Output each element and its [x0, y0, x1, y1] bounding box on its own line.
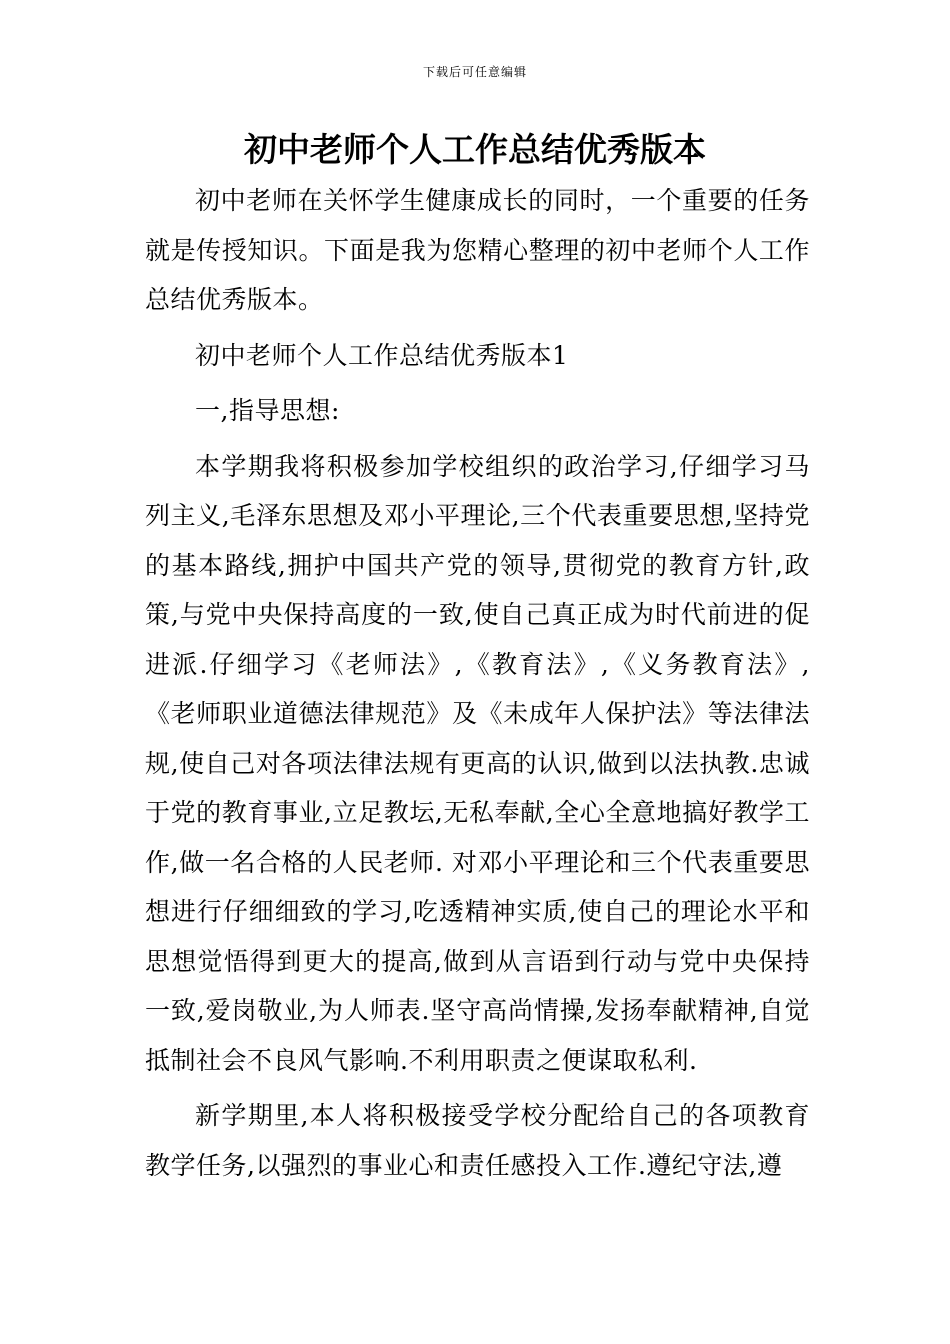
document-body: [145, 176, 810, 1190]
subsection-heading: 一,指导思想:: [195, 396, 340, 425]
section-heading: 初中老师个人工作总结优秀版本1: [195, 340, 569, 370]
document-title: 初中老师个人工作总结优秀版本: [244, 130, 706, 169]
header-note: 下载后可任意编辑: [422, 65, 527, 79]
intro-paragraph: 初中老师在关怀学生健康成长的同时，一个重要的任务就是传授知识。下面是我为您精心整理的初中老师个人工作总结优秀版本。: [145, 186, 810, 314]
body-paragraph: 本学期我将积极参加学校组织的政治学习,仔细学习马列主义,毛泽东思想及邓小平理论,三个代表重要思想,坚持党的基本路线,拥护中国共产党的领导,贯彻党的教育方针,政策,与党中央保持高度的一致,使自己真正成为时代前进的促进派.仔细学习《老师法》,《教育法》,《义务教育法》,《老师职业道德法律规范》及《未成年人保护法》等法律法规,使自己对各项法律法规有更高的认识,做到以法执教.忠诚于党的教育事业,立足教坛,无私奉献,全心全意地搞好教学工作,做一名合格的人民老师. 对邓小平理论和三个代表重要思想进行仔细细致的学习,吃透精神实质,使自己的理论水平和思想觉悟得到更大的提高,做到从言语到行动与党中央保持一致,爱岗敬业,为人师表.坚守高尚情操,发扬奉献精神,自觉抵制社会不良风气影响.不利用职责之便谋取私利.: [145, 451, 810, 1075]
body-paragraph: 新学期里,本人将积极接受学校分配给自己的各项教育教学任务,以强烈的事业心和责任感投入工作.遵纪守法,遵: [145, 1101, 810, 1180]
